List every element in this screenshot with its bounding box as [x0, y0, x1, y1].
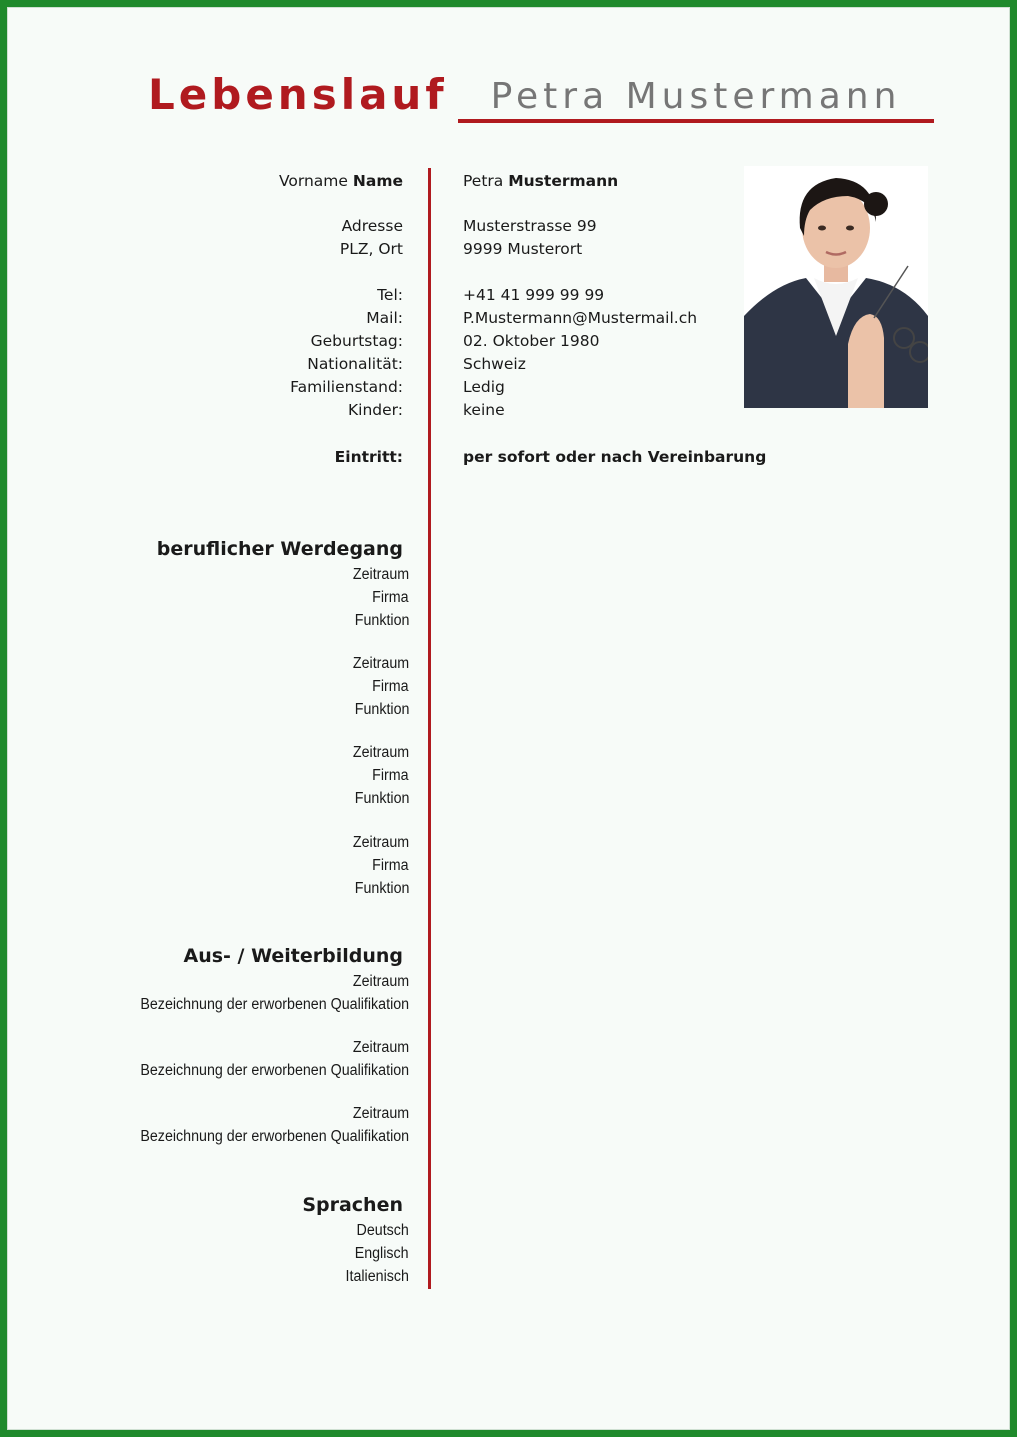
education-title: Aus- / Weiterbildung	[183, 945, 403, 967]
career-title: beruflicher Werdegang	[156, 538, 403, 560]
resume-page	[7, 7, 1010, 1430]
education-1-period: Zeitraum	[352, 973, 409, 990]
page-title: Lebenslauf	[148, 70, 448, 119]
career-1-period: Zeitraum	[352, 566, 409, 583]
language-item: Italienisch	[345, 1268, 409, 1285]
children-value: keine	[463, 401, 505, 419]
language-item: Englisch	[355, 1245, 409, 1262]
entry-label: Eintritt:	[334, 448, 403, 466]
name-label	[279, 172, 403, 190]
name-value-first: Petra	[463, 172, 504, 190]
education-1-qualification: Bezeichnung der erworbenen Qualifikation	[140, 996, 409, 1013]
education-2-period: Zeitraum	[352, 1039, 409, 1056]
marital-label: Familienstand:	[290, 378, 403, 396]
education-3-period: Zeitraum	[352, 1105, 409, 1122]
mail-value: P.Mustermann@Mustermail.ch	[463, 309, 698, 327]
career-3-company: Firma	[372, 767, 409, 784]
career-3-period: Zeitraum	[352, 744, 409, 761]
marital-value: Ledig	[463, 378, 505, 396]
city-label: PLZ, Ort	[339, 240, 403, 258]
address-label: Adresse	[341, 217, 403, 235]
entry-value: per sofort oder nach Vereinbarung	[463, 448, 767, 466]
mail-label: Mail:	[366, 309, 403, 327]
career-1-role: Funktion	[354, 612, 409, 629]
career-2-period: Zeitraum	[352, 655, 409, 672]
career-2-role: Funktion	[354, 701, 409, 718]
header-rule	[458, 119, 934, 123]
languages-title: Sprachen	[302, 1194, 403, 1216]
tel-value: +41 41 999 99 99	[463, 286, 605, 304]
name-value	[463, 172, 618, 190]
career-1-company: Firma	[372, 589, 409, 606]
address-value: Musterstrasse 99	[463, 217, 597, 235]
divider-line	[428, 168, 431, 1289]
career-3-role: Funktion	[354, 790, 409, 807]
name-label-first: Vorname	[279, 172, 348, 190]
portrait-photo	[744, 166, 928, 408]
education-3-qualification: Bezeichnung der erworbenen Qualifikation	[140, 1128, 409, 1145]
name-label-bold: Name	[352, 172, 403, 190]
city-value: 9999 Musterort	[463, 240, 583, 258]
name-value-bold: Mustermann	[508, 172, 619, 190]
nationality-value: Schweiz	[463, 355, 526, 373]
career-4-role: Funktion	[354, 880, 409, 897]
header-name: Petra Mustermann	[490, 76, 902, 117]
nationality-label: Nationalität:	[307, 355, 403, 373]
language-item: Deutsch	[356, 1222, 409, 1239]
education-2-qualification: Bezeichnung der erworbenen Qualifikation	[140, 1062, 409, 1079]
career-2-company: Firma	[372, 678, 409, 695]
tel-label: Tel:	[377, 286, 403, 304]
children-label: Kinder:	[348, 401, 403, 419]
birthday-value: 02. Oktober 1980	[463, 332, 600, 350]
birthday-label: Geburtstag:	[310, 332, 403, 350]
career-4-period: Zeitraum	[352, 834, 409, 851]
career-4-company: Firma	[372, 857, 409, 874]
